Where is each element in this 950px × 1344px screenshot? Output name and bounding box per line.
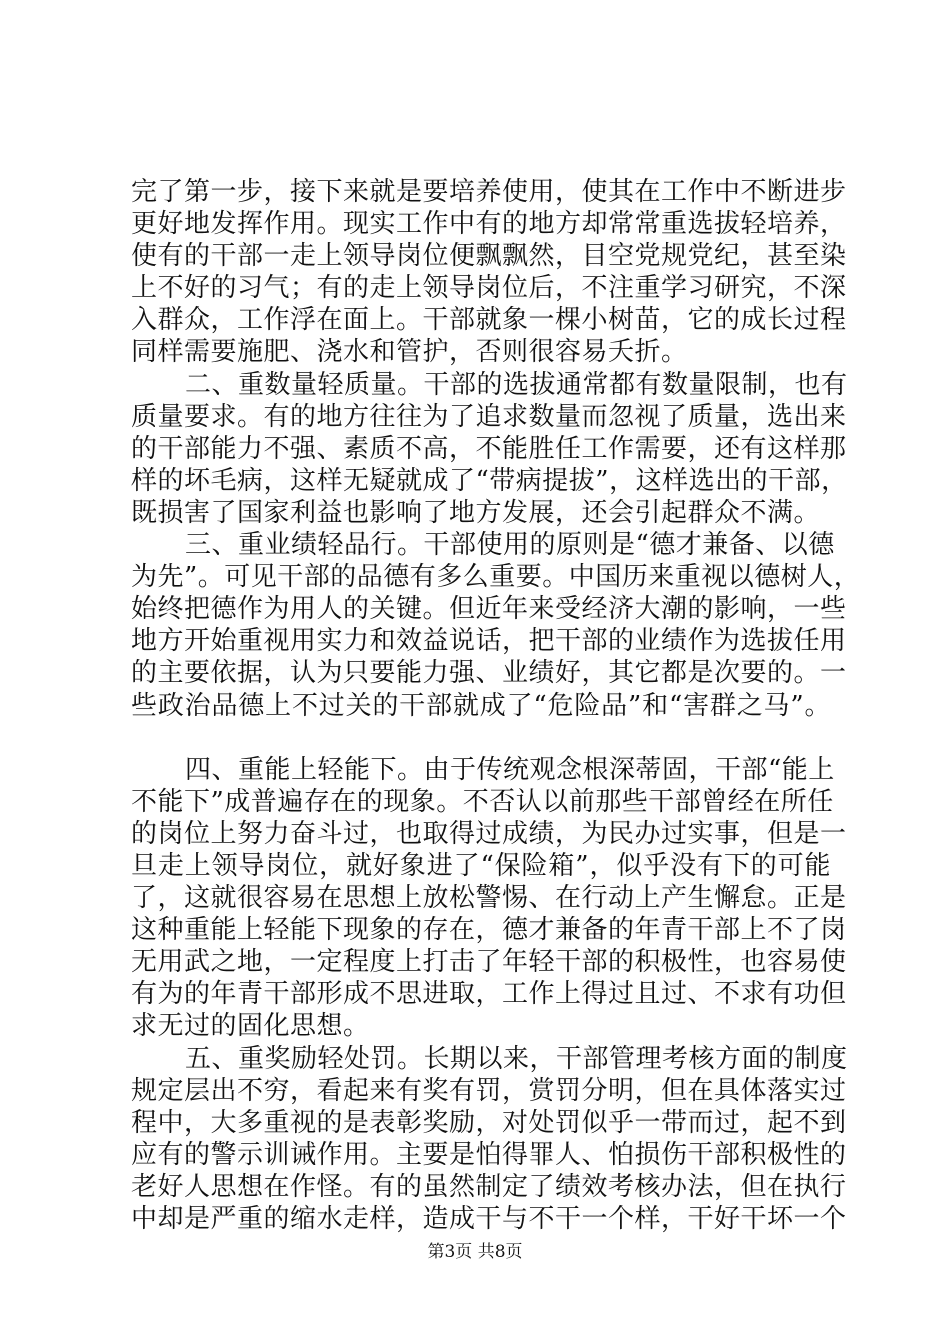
text-line: 不能下”成普遍存在的现象。不否认以前那些干部曾经在所任 <box>131 786 834 817</box>
text-line: 求无过的固化思想。 <box>131 1011 370 1042</box>
text-line: 完了第一步，接下来就是要培养使用，使其在工作中不断进步 <box>131 177 847 207</box>
text-line: 的主要依据，认为只要能力强、业绩好，其它都是次要的。一 <box>131 658 847 689</box>
text-line: 无用武之地，一定程度上打击了年轻干部的积极性，也容易使 <box>131 947 847 978</box>
text-line: 的干部能力不强、素质不高，不能胜任工作需要，还有这样那 <box>131 433 847 464</box>
text-line: 有为的年青干部形成不思进取，工作上得过且过、不求有功但 <box>131 979 847 1010</box>
text-line: 样的坏毛病，这样无疑就成了“带病提拔”，这样选出的干部， <box>131 465 848 496</box>
text-line: 使有的干部一走上领导岗位便飘飘然，目空党规党纪，甚至染 <box>131 241 847 272</box>
text-line: 同样需要施肥、浇水和管护，否则很容易夭折。 <box>131 337 688 368</box>
text-line: 地方开始重视用实力和效益说话，把干部的业绩作为选拔任用 <box>131 626 847 657</box>
text-line: 上不好的习气；有的走上领导岗位后，不注重学习研究，不深 <box>131 273 847 304</box>
paragraph-first-line: 二、重数量轻质量。干部的选拔通常都有数量限制，也有 <box>185 369 848 400</box>
text-line: 为先”。可见干部的品德有多么重要。中国历来重视以德树人， <box>131 562 861 593</box>
text-line: 既损害了国家利益也影响了地方发展，还会引起群众不满。 <box>131 497 821 528</box>
page-number-footer: 第3页 共8页 <box>427 1242 523 1262</box>
text-line: 规定层出不穷，看起来有奖有罚，赏罚分明，但在具体落实过 <box>131 1075 847 1106</box>
text-line: 旦走上领导岗位，就好象进了“保险箱”，似乎没有下的可能 <box>131 850 831 881</box>
paragraph-gap <box>131 722 831 754</box>
document-body <box>131 176 861 1235</box>
text-line: 入群众，工作浮在面上。干部就象一棵小树苗，它的成长过程 <box>131 305 847 336</box>
text-line: 这种重能上轻能下现象的存在，德才兼备的年青干部上不了岗 <box>131 915 847 946</box>
text-line: 更好地发挥作用。现实工作中有的地方却常常重选拔轻培养， <box>131 209 847 240</box>
paragraph-first-line: 五、重奖励轻处罚。长期以来，干部管理考核方面的制度 <box>185 1043 848 1074</box>
text-line: 始终把德作为用人的关键。但近年来受经济大潮的影响，一些 <box>131 594 847 625</box>
text-line: 质量要求。有的地方往往为了追求数量而忽视了质量，选出来 <box>131 401 847 432</box>
text-line: 些政治品德上不过关的干部就成了“危险品”和“害群之马”。 <box>131 690 831 721</box>
paragraph-first-line: 三、重业绩轻品行。干部使用的原则是“德才兼备、以德 <box>185 530 835 561</box>
text-line: 应有的警示训诫作用。主要是怕得罪人、怕损伤干部积极性的 <box>131 1139 847 1170</box>
text-line: 程中，大多重视的是表彰奖励，对处罚似乎一带而过，起不到 <box>131 1107 847 1138</box>
text-line: 的岗位上努力奋斗过，也取得过成绩，为民办过实事，但是一 <box>131 818 847 849</box>
text-line: 老好人思想在作怪。有的虽然制定了绩效考核办法，但在执行 <box>131 1171 847 1202</box>
text-line: 中却是严重的缩水走样，造成干与不干一个样，干好干坏一个 <box>131 1204 847 1234</box>
text-line: 了，这就很容易在思想上放松警惕、在行动上产生懈怠。正是 <box>131 883 847 914</box>
paragraph-first-line: 四、重能上轻能下。由于传统观念根深蒂固，干部“能上 <box>185 754 835 785</box>
